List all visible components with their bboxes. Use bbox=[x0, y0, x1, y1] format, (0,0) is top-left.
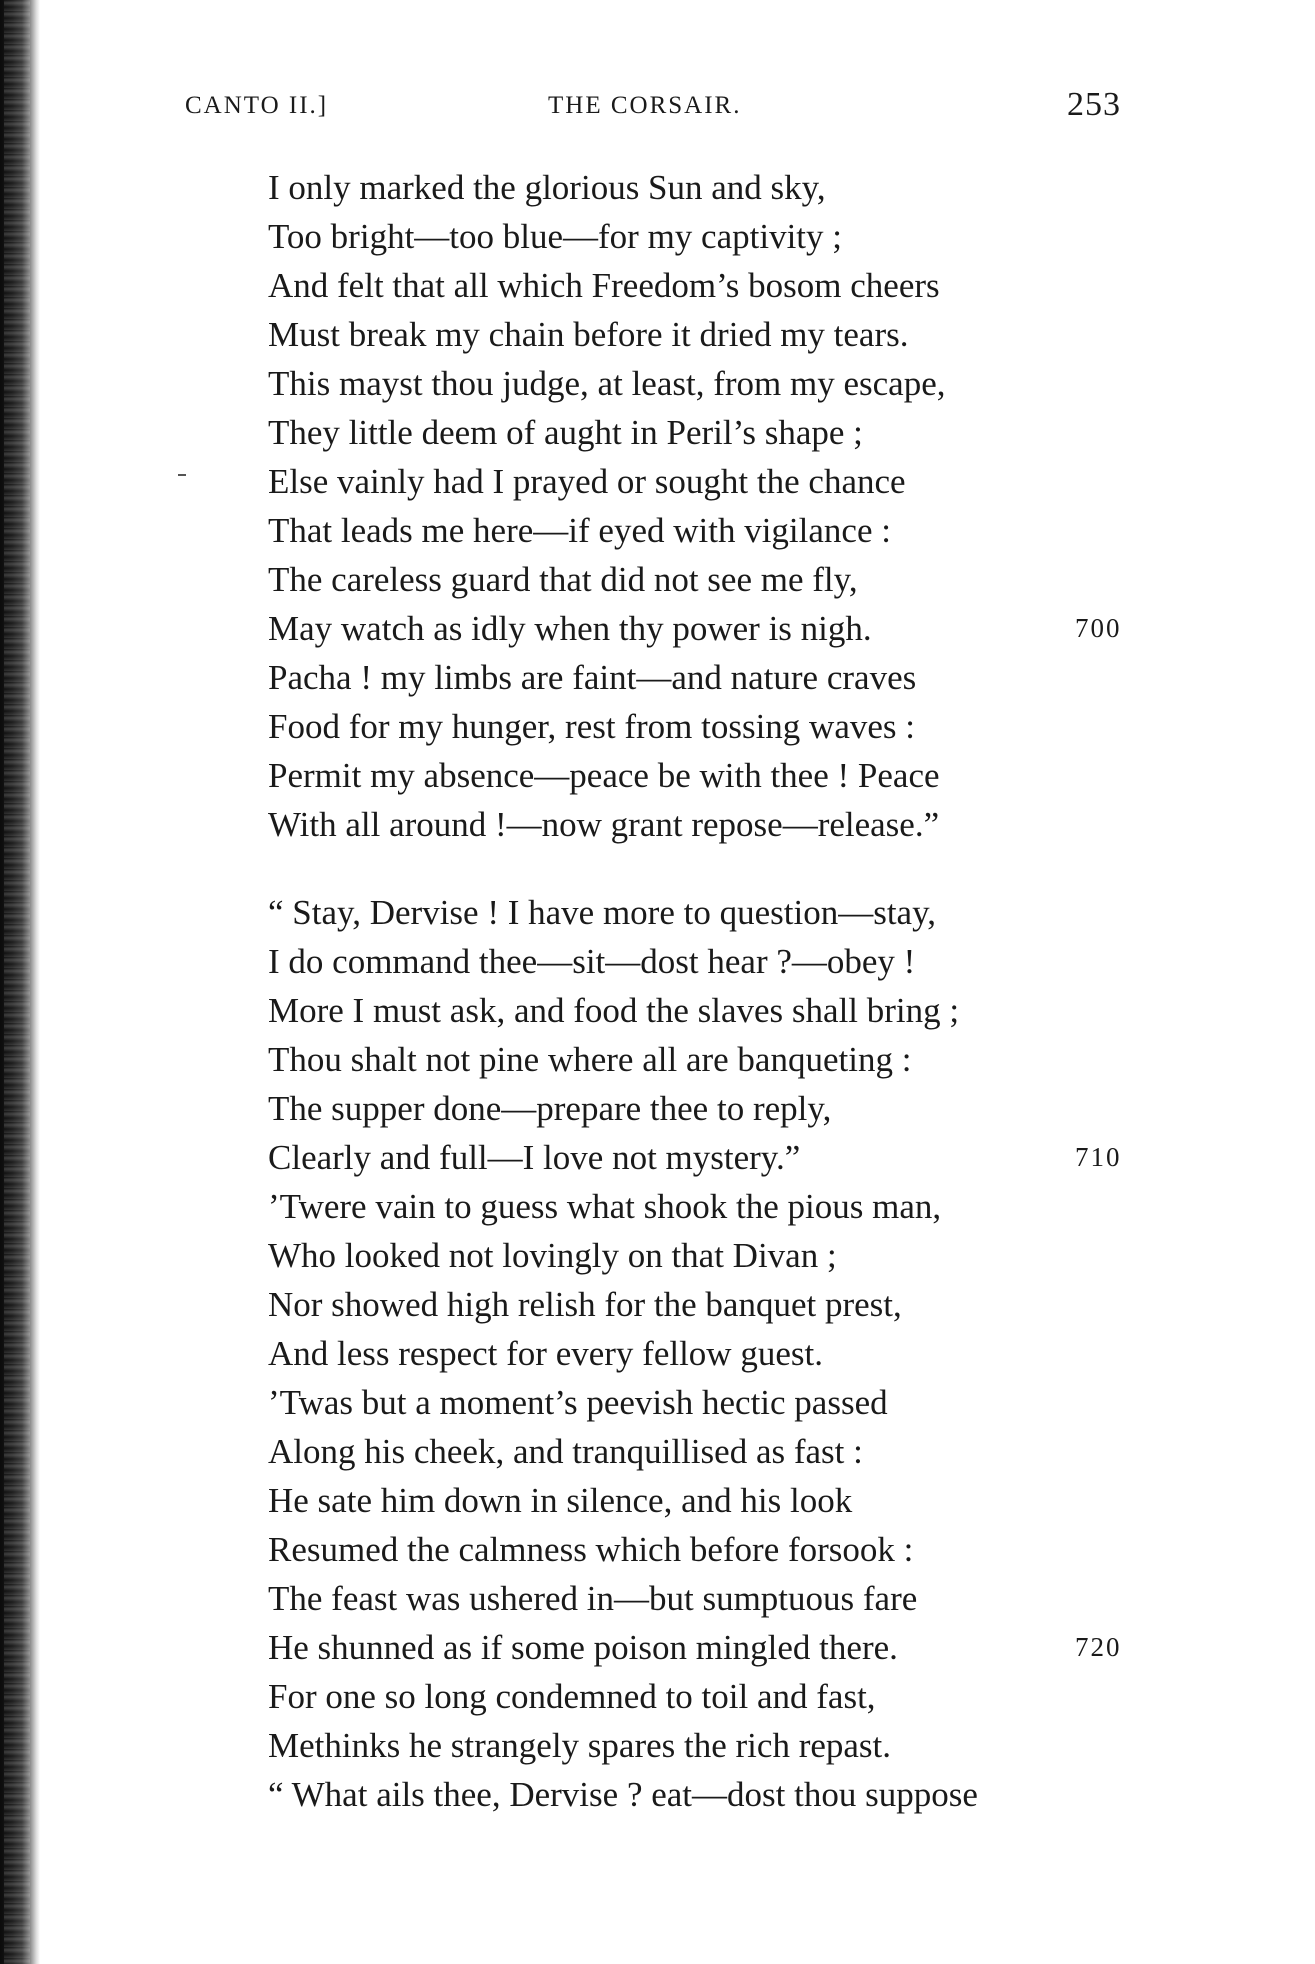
stanza-1 bbox=[268, 163, 1168, 849]
verse-line bbox=[268, 310, 1168, 359]
verse-line bbox=[268, 986, 1168, 1035]
stray-ink-mark bbox=[178, 474, 186, 476]
verse-line bbox=[268, 506, 1168, 555]
verse-line-text: Who looked not lovingly on that Divan ; bbox=[268, 1236, 837, 1275]
verse-line-text: “ Stay, Dervise ! I have more to question—stay, bbox=[268, 893, 937, 932]
verse-line bbox=[268, 1231, 1168, 1280]
verse-line bbox=[268, 888, 1168, 937]
book-spine-shadow bbox=[0, 0, 40, 1964]
verse-line bbox=[268, 1182, 1168, 1231]
verse-line bbox=[268, 1084, 1168, 1133]
running-head-title: THE CORSAIR. bbox=[548, 92, 742, 119]
verse-line-text: Resumed the calmness which before forsook : bbox=[268, 1530, 914, 1569]
verse-line bbox=[268, 359, 1168, 408]
verse-line-text: Must break my chain before it dried my tears. bbox=[268, 315, 909, 354]
verse-line-text: Along his cheek, and tranquillised as fast : bbox=[268, 1432, 863, 1471]
verse-line-text: He sate him down in silence, and his look bbox=[268, 1481, 853, 1520]
verse-line bbox=[268, 1770, 1168, 1819]
verse-line-text: More I must ask, and food the slaves shall bring ; bbox=[268, 991, 960, 1030]
verse-line bbox=[268, 163, 1168, 212]
verse-line bbox=[268, 408, 1168, 457]
verse-line bbox=[268, 555, 1168, 604]
verse-line-text: Food for my hunger, rest from tossing waves : bbox=[268, 707, 915, 746]
verse-line bbox=[268, 800, 1168, 849]
verse-line-text: Clearly and full—I love not mystery.” bbox=[268, 1138, 801, 1177]
line-number: 710 bbox=[1075, 1142, 1122, 1172]
verse-line-text: Pacha ! my limbs are faint—and nature craves bbox=[268, 658, 917, 697]
verse-line-text: And felt that all which Freedom’s bosom cheers bbox=[268, 266, 940, 305]
verse-line-text: Nor showed high relish for the banquet prest, bbox=[268, 1285, 902, 1324]
verse-line bbox=[268, 1280, 1168, 1329]
verse-line-text: He shunned as if some poison mingled there. bbox=[268, 1628, 898, 1667]
verse-line bbox=[268, 751, 1168, 800]
stanza-2 bbox=[268, 888, 1168, 1819]
verse-line bbox=[268, 212, 1168, 261]
verse-line bbox=[268, 1035, 1168, 1084]
verse-line bbox=[268, 457, 1168, 506]
verse-line-text: Too bright—too blue—for my captivity ; bbox=[268, 217, 842, 256]
verse-line-text: And less respect for every fellow guest. bbox=[268, 1334, 823, 1373]
verse-line-text: The supper done—prepare thee to reply, bbox=[268, 1089, 832, 1128]
verse-line bbox=[268, 1574, 1168, 1623]
verse-line bbox=[268, 604, 1168, 653]
verse-line-text: Permit my absence—peace be with thee ! Peace bbox=[268, 756, 940, 795]
page-number: 253 bbox=[1067, 86, 1121, 123]
verse-line-text: For one so long condemned to toil and fast, bbox=[268, 1677, 876, 1716]
verse-line-text: Methinks he strangely spares the rich repast. bbox=[268, 1726, 892, 1765]
verse-line bbox=[268, 1329, 1168, 1378]
verse-line-text: The careless guard that did not see me fly, bbox=[268, 560, 858, 599]
verse-line-text: I only marked the glorious Sun and sky, bbox=[268, 168, 826, 207]
running-head-canto: CANTO II.] bbox=[185, 92, 329, 119]
verse-line bbox=[268, 1623, 1168, 1672]
verse-line-text: ’Twas but a moment’s peevish hectic passed bbox=[268, 1383, 888, 1422]
line-number: 700 bbox=[1075, 613, 1122, 643]
verse-line bbox=[268, 1721, 1168, 1770]
verse-line-text: They little deem of aught in Peril’s shape ; bbox=[268, 413, 863, 452]
verse-line-text: This mayst thou judge, at least, from my escape, bbox=[268, 364, 946, 403]
line-number: 720 bbox=[1075, 1632, 1122, 1662]
verse-line-text: May watch as idly when thy power is nigh. bbox=[268, 609, 872, 648]
verse-line-text: With all around !—now grant repose—release.” bbox=[268, 805, 940, 844]
verse-line bbox=[268, 937, 1168, 986]
verse-line bbox=[268, 702, 1168, 751]
verse-line bbox=[268, 1476, 1168, 1525]
verse-line-text: That leads me here—if eyed with vigilance : bbox=[268, 511, 891, 550]
verse-line bbox=[268, 1378, 1168, 1427]
verse-line bbox=[268, 653, 1168, 702]
verse-line bbox=[268, 1672, 1168, 1721]
verse-line bbox=[268, 1427, 1168, 1476]
verse-line bbox=[268, 261, 1168, 310]
verse-line bbox=[268, 1133, 1168, 1182]
verse-line-text: Thou shalt not pine where all are banqueting : bbox=[268, 1040, 912, 1079]
verse-line bbox=[268, 1525, 1168, 1574]
verse-line-text: The feast was ushered in—but sumptuous fare bbox=[268, 1579, 918, 1618]
verse-line-text: Else vainly had I prayed or sought the chance bbox=[268, 462, 906, 501]
verse-line-text: “ What ails thee, Dervise ? eat—dost thou suppose bbox=[268, 1775, 978, 1814]
verse-line-text: ’Twere vain to guess what shook the pious man, bbox=[268, 1187, 942, 1226]
verse-line-text: I do command thee—sit—dost hear ?—obey ! bbox=[268, 942, 916, 981]
